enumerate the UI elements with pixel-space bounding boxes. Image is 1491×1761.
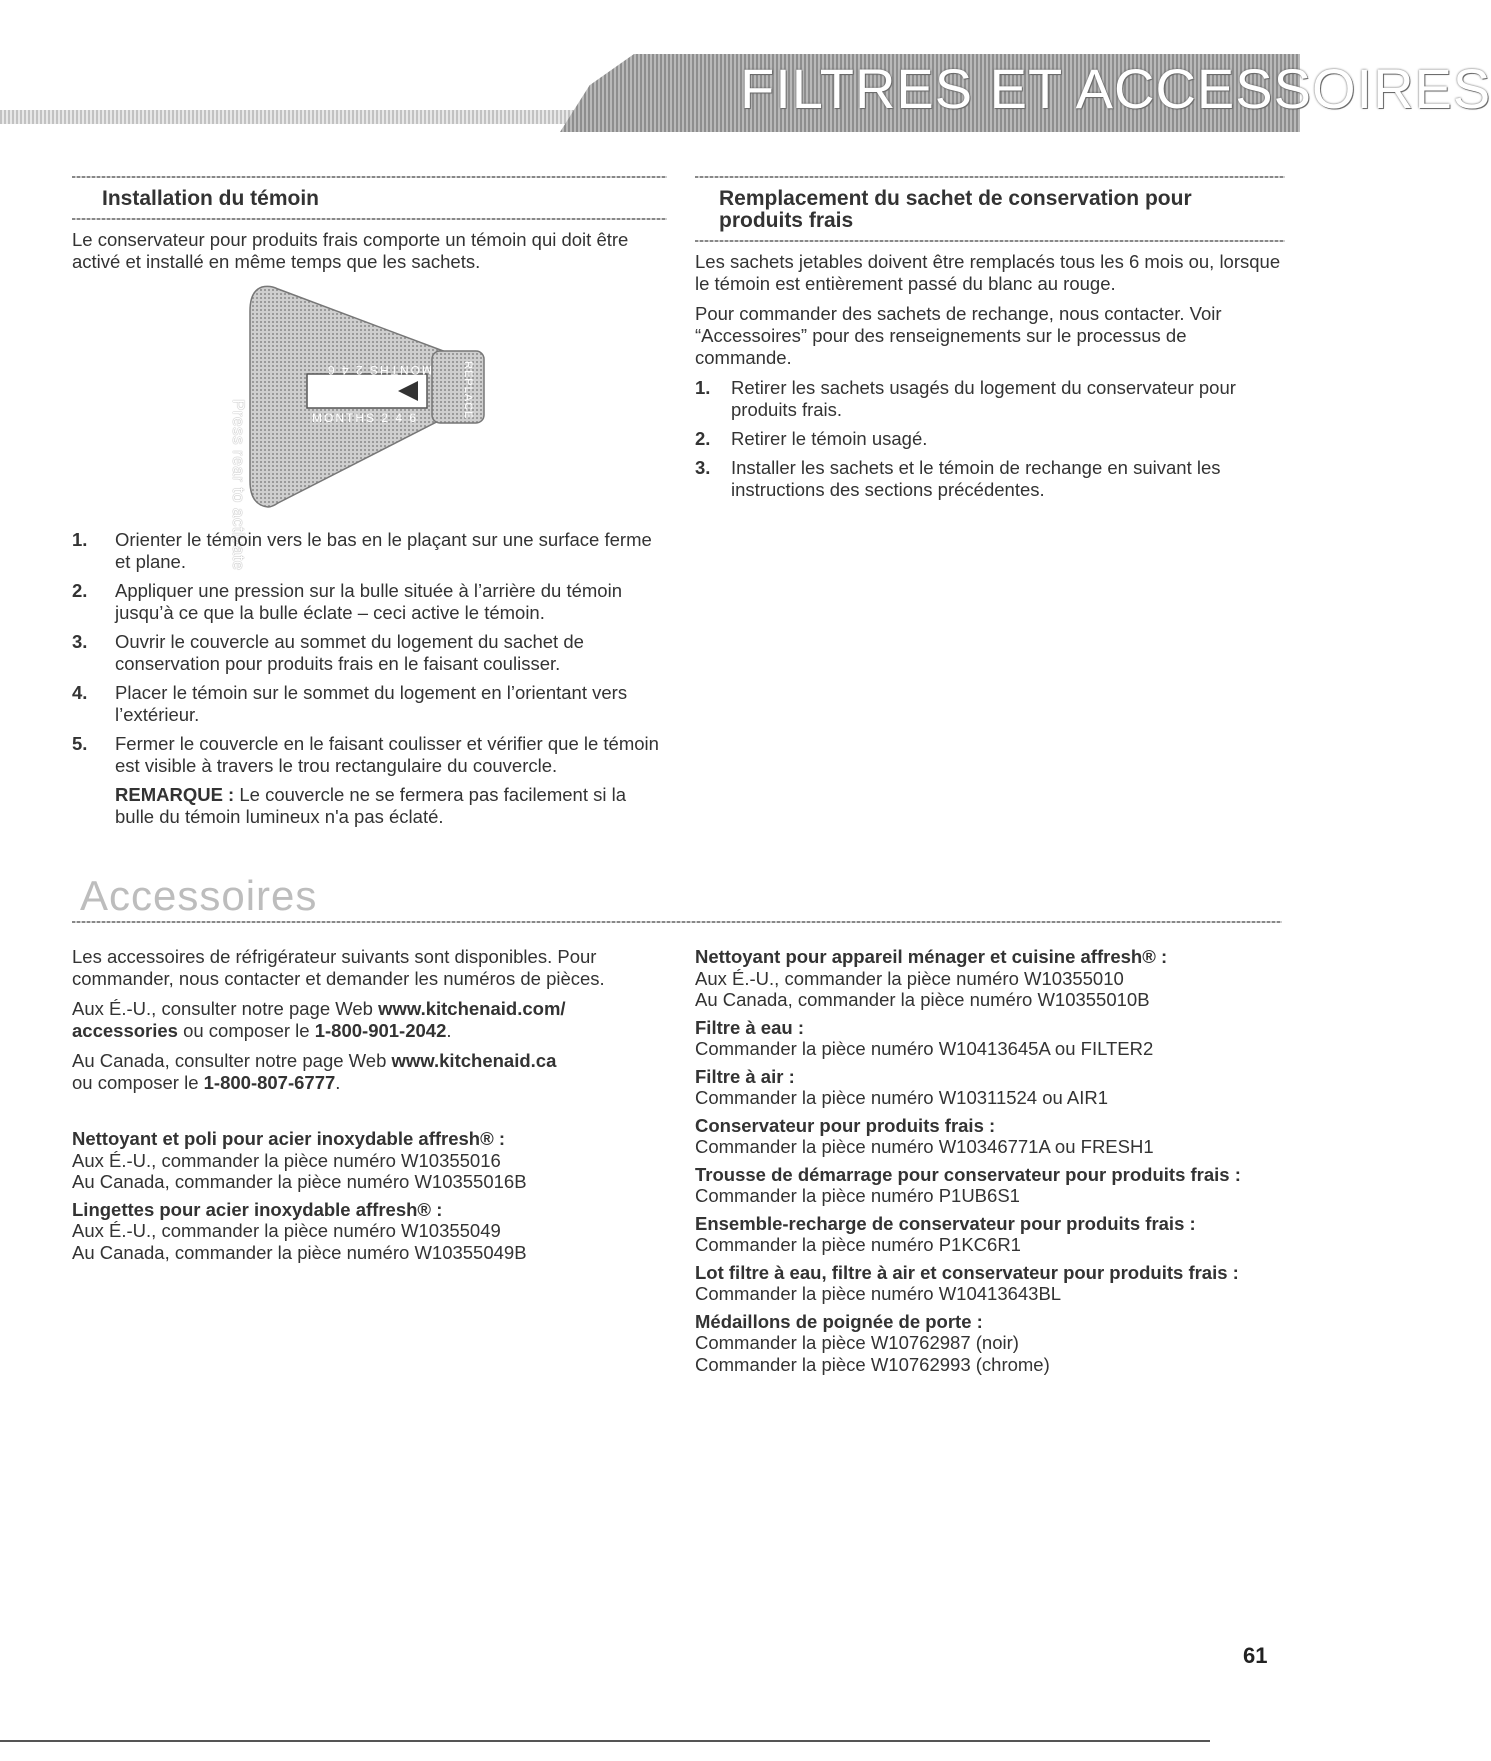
accessory-item: Nettoyant pour appareil ménager et cuisine affresh® : Aux É.-U., commander la pièce numéro W10355010 Au Canada, commander la pièce numéro W10355010B bbox=[695, 946, 1168, 1010]
accessories-rule bbox=[72, 921, 1282, 923]
list-item: 3. Ouvrir le couvercle au sommet du logement du sachet de conservation pour produits frais en le faisant coulisser. bbox=[72, 631, 584, 674]
banner-title: FILTRES ET ACCESSOIRES bbox=[740, 57, 1491, 120]
accessories-ca-contact: Au Canada, consulter notre page Web www.kitchenaid.ca ou composer le 1-800-807-6777. bbox=[72, 1050, 557, 1093]
indicator-row-bottom: MONTHS 2 4 6 bbox=[312, 411, 419, 425]
note-label: REMARQUE : bbox=[115, 784, 235, 805]
list-item: 5. Fermer le couvercle en le faisant coulisser et vérifier que le témoin est visible à travers le trou rectangulaire du couvercle. bbox=[72, 733, 659, 776]
packet-replace-section bbox=[695, 176, 1285, 508]
accessories-left bbox=[72, 946, 667, 1269]
list-item: 2. Retirer le témoin usagé. bbox=[695, 428, 928, 449]
accessory-item: Filtre à air : Commander la pièce numéro W10311524 ou AIR1 bbox=[695, 1065, 1109, 1108]
list-item: 4. Placer le témoin sur le sommet du logement en l’orientant vers l’extérieur. bbox=[72, 682, 628, 725]
indicator-row-top: MONTHS 2 4 6 bbox=[325, 363, 432, 377]
indicator-drawing bbox=[72, 281, 667, 521]
section-heading: Installation du témoin bbox=[102, 187, 320, 210]
section-heading: Remplacement du sachet de conservation pour produits frais bbox=[719, 187, 1192, 232]
accessory-item: Médaillons de poignée de porte : Commander la pièce W10762987 (noir) Commander la pièce W10762993 (chrome) bbox=[695, 1310, 1050, 1375]
accessory-item: Filtre à eau : Commander la pièce numéro W10413645A ou FILTER2 bbox=[695, 1016, 1154, 1059]
ca-web-link[interactable]: www.kitchenaid.ca bbox=[391, 1050, 557, 1071]
indicator-install-section bbox=[72, 176, 667, 828]
section-rule-top bbox=[72, 176, 667, 178]
accessories-right bbox=[695, 946, 1295, 1381]
packet-steps bbox=[695, 377, 1285, 501]
accessories-intro: Les accessoires de réfrigérateur suivants sont disponibles. Pour commander, nous contacter et demander les numéros de pièces. bbox=[72, 946, 605, 989]
us-phone: 1-800-901-2042 bbox=[314, 1020, 447, 1041]
packet-para-1: Les sachets jetables doivent être remplacés tous les 6 mois ou, lorsque le témoin est entièrement passé du blanc au rouge. bbox=[695, 251, 1281, 294]
list-item: 2. Appliquer une pression sur la bulle située à l’arrière du témoin jusqu’à ce que la bulle éclate – ceci active le témoin. bbox=[72, 580, 622, 623]
page-banner bbox=[0, 50, 1491, 134]
section-intro: Le conservateur pour produits frais comporte un témoin qui doit être activé et installé en même temps que les sachets. bbox=[72, 229, 629, 272]
accessory-item: Nettoyant et poli pour acier inoxydable affresh® : Aux É.-U., commander la pièce numéro W10355016 Au Canada, commander la pièce numéro W10355016B bbox=[72, 1128, 527, 1192]
indicator-side-text: Press rear to activate bbox=[229, 399, 248, 571]
section-rule-bottom bbox=[695, 240, 1285, 242]
accessory-item: Conservateur pour produits frais : Commander la pièce numéro W10346771A ou FRESH1 bbox=[695, 1114, 1154, 1157]
page-number: 61 bbox=[1243, 1643, 1268, 1668]
list-item: 1. Orienter le témoin vers le bas en le plaçant sur une surface ferme et plane. bbox=[72, 529, 652, 572]
accessories-heading: Accessoires bbox=[80, 872, 318, 919]
list-item: 3. Installer les sachets et le témoin de rechange en suivant les instructions des sections précédentes. bbox=[695, 457, 1221, 500]
list-item: 1. Retirer les sachets usagés du logement du conservateur pour produits frais. bbox=[695, 377, 1236, 420]
bottom-rule bbox=[0, 1740, 1210, 1742]
us-web-link[interactable]: www.kitchenaid.com/ accessories bbox=[72, 998, 566, 1041]
install-steps bbox=[72, 529, 662, 777]
install-note bbox=[72, 784, 667, 828]
indicator-tab-text: REPLACE bbox=[462, 361, 474, 420]
section-rule-top bbox=[695, 176, 1285, 178]
accessory-item: Ensemble-recharge de conservateur pour produits frais : Commander la pièce numéro P1KC6R1 bbox=[695, 1212, 1196, 1255]
accessory-item: Trousse de démarrage pour conservateur pour produits frais : Commander la pièce numéro P1UB6S1 bbox=[695, 1163, 1241, 1206]
section-rule-bottom bbox=[72, 218, 667, 220]
note-text: Le couvercle ne se fermera pas facilement si la bulle du témoin lumineux n'a pas éclaté. bbox=[115, 784, 627, 827]
accessory-item: Lot filtre à eau, filtre à air et conservateur pour produits frais : Commander la pièce numéro W10413643BL bbox=[695, 1261, 1239, 1304]
accessories-us-contact: Aux É.-U., consulter notre page Web www.kitchenaid.com/ accessories ou composer le 1-800-901-2042. bbox=[72, 998, 566, 1041]
accessory-item: Lingettes pour acier inoxydable affresh® : Aux É.-U., commander la pièce numéro W10355049 Au Canada, commander la pièce numéro W10355049B bbox=[72, 1198, 527, 1263]
ca-phone: 1-800-807-6777 bbox=[203, 1072, 336, 1093]
packet-para-2: Pour commander des sachets de rechange, nous contacter. Voir “Accessoires” pour des renseignements sur le processus de commande. bbox=[695, 303, 1222, 368]
